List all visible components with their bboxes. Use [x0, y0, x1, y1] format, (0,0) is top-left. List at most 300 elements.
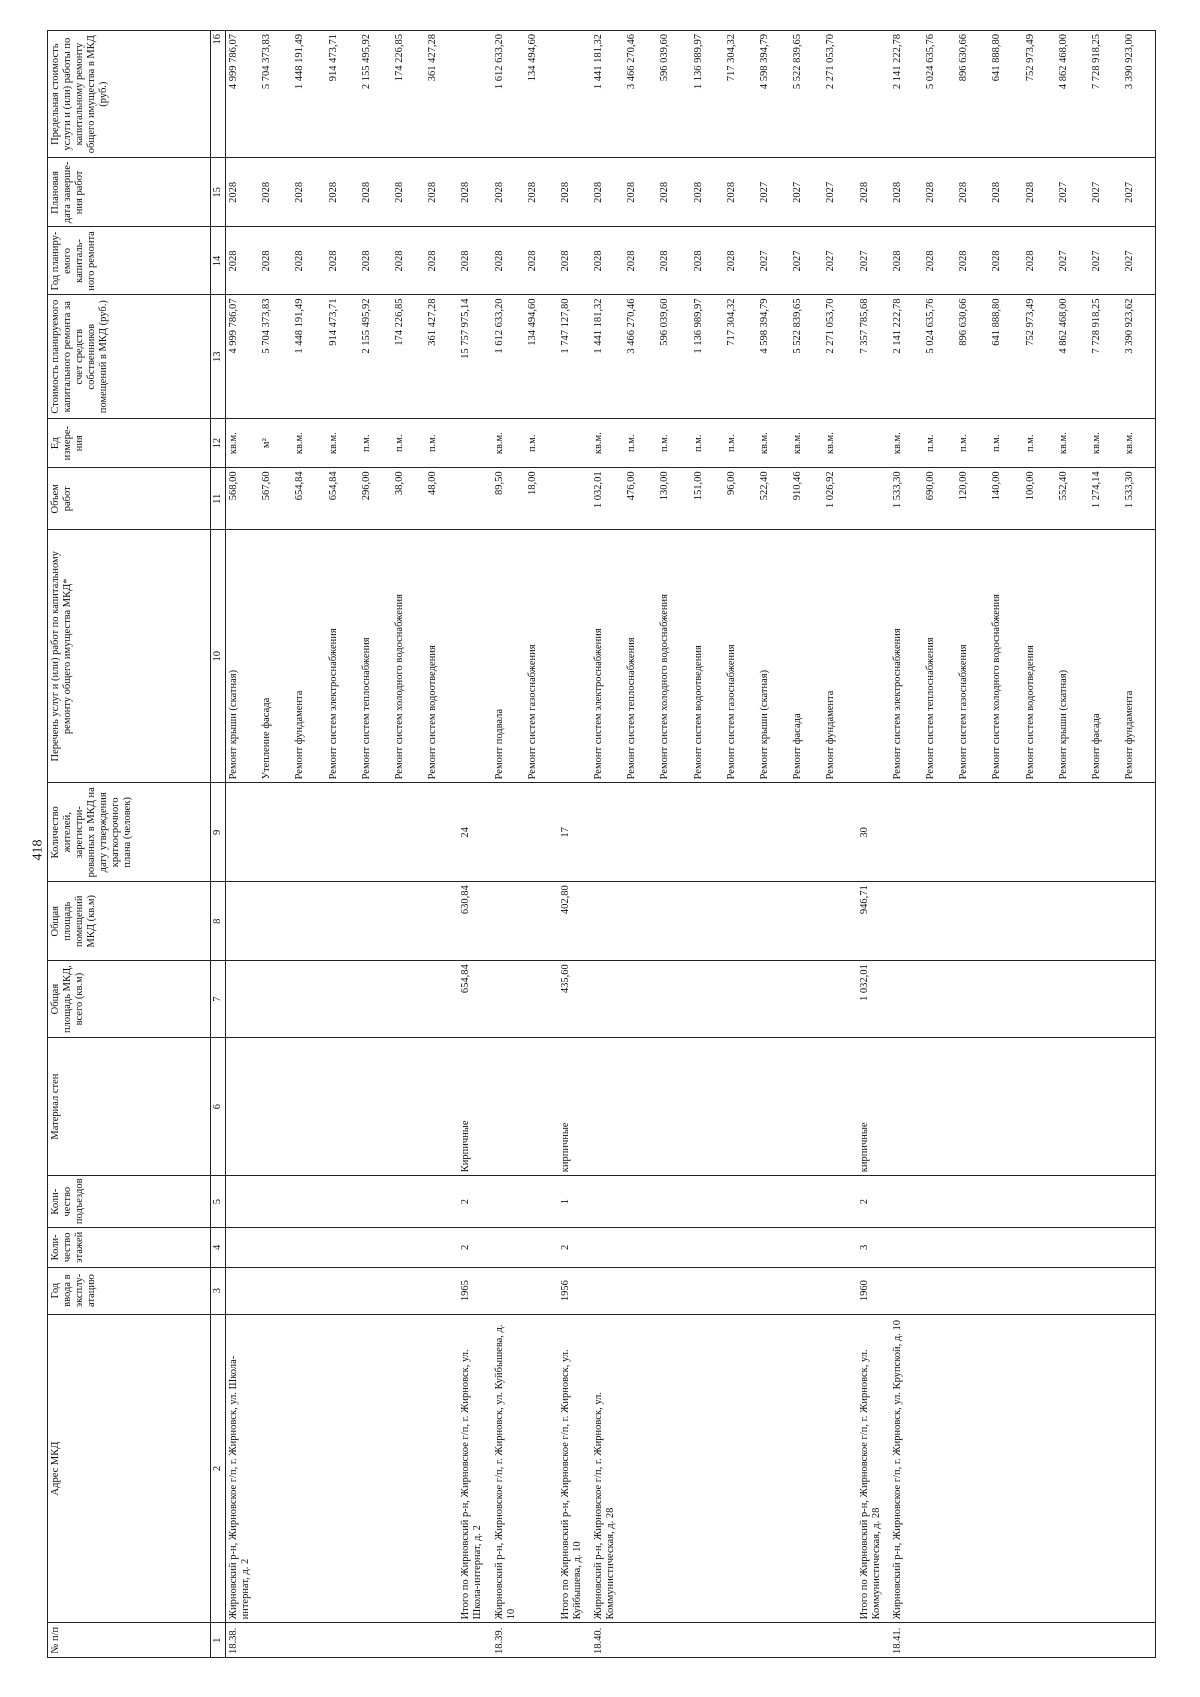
table-cell: 435,60 [558, 961, 591, 1038]
table-cell [1122, 1176, 1156, 1228]
table-cell [492, 961, 525, 1038]
table-cell: п.м. [392, 418, 425, 467]
table-cell: 2028 [525, 158, 558, 227]
table-cell: 2028 [326, 158, 359, 227]
table-cell [691, 1267, 724, 1314]
column-header: № п/п [48, 1623, 211, 1658]
table-cell [823, 783, 856, 882]
table-cell [292, 961, 325, 1038]
table-cell [1023, 783, 1056, 882]
table-cell [492, 1228, 525, 1268]
table-cell: п.м. [1023, 418, 1056, 467]
table-row [790, 31, 823, 1658]
table-cell [425, 1267, 458, 1314]
table-cell [724, 882, 757, 961]
table-cell [790, 1176, 823, 1228]
table-cell: Итого по Жирновский р-н, Жирновское г/п, г. Жирновск, ул. Куйбышева, д. 10 [558, 1314, 591, 1623]
table-cell [1122, 1037, 1156, 1175]
table-row [326, 31, 359, 1658]
table-cell: 2028 [657, 227, 690, 295]
table-cell [624, 1176, 657, 1228]
table-cell [923, 1623, 956, 1658]
table-cell: 7 357 785,68 [857, 295, 890, 419]
table-cell [1023, 1228, 1056, 1268]
table-cell: 2028 [425, 227, 458, 295]
table-cell: 752 973,49 [1023, 31, 1056, 158]
table-cell: Ремонт систем теплоснабжения [624, 530, 657, 783]
table-cell [326, 882, 359, 961]
table-cell [890, 1228, 923, 1268]
table-cell: 2 271 053,70 [823, 31, 856, 158]
table-cell [492, 882, 525, 961]
table-cell [624, 1623, 657, 1658]
table-cell [525, 1623, 558, 1658]
table-cell [326, 1314, 359, 1623]
table-cell [624, 1037, 657, 1175]
table-cell: Жирновский р-н, Жирновское г/п, г. Жирновск, ул. Крупской, д. 10 [890, 1314, 923, 1623]
table-cell [691, 882, 724, 961]
table-cell: Ремонт систем водоотведения [425, 530, 458, 783]
table-cell [624, 1267, 657, 1314]
table-cell: 1956 [558, 1267, 591, 1314]
table-cell [1023, 882, 1056, 961]
table-cell [591, 1176, 624, 1228]
table-cell [757, 1228, 790, 1268]
table-cell: 2027 [1056, 158, 1089, 227]
table-cell: 1 441 181,32 [591, 295, 624, 419]
table-cell [1122, 961, 1156, 1038]
table-cell: Ремонт систем газоснабжения [956, 530, 989, 783]
table-cell: 2028 [259, 227, 292, 295]
table-cell: 100,00 [1023, 468, 1056, 530]
table-cell: 1 [558, 1176, 591, 1228]
table-cell: 2027 [1089, 158, 1122, 227]
table-row [691, 31, 724, 1658]
table-cell: 5 704 373,83 [259, 295, 292, 419]
table-cell [923, 1314, 956, 1623]
table-cell: Ремонт систем холодного водоснабжения [657, 530, 690, 783]
table-cell: 3 390 923,00 [1122, 31, 1156, 158]
table-cell [657, 1037, 690, 1175]
table-cell [923, 1267, 956, 1314]
table-cell: 2 [857, 1176, 890, 1228]
table-cell [359, 961, 392, 1038]
table-cell: 1 448 191,49 [292, 295, 325, 419]
table-cell [558, 530, 591, 783]
table-cell [1122, 783, 1156, 882]
table-cell [923, 783, 956, 882]
table-cell: 3 466 270,46 [624, 31, 657, 158]
table-cell: 2028 [624, 227, 657, 295]
table-cell: 2 155 495,92 [359, 31, 392, 158]
table-cell: п.м. [724, 418, 757, 467]
table-cell [657, 882, 690, 961]
table-cell: 89,50 [492, 468, 525, 530]
table-cell [691, 1314, 724, 1623]
table-cell: 2028 [624, 158, 657, 227]
table-cell [525, 1037, 558, 1175]
table-cell [558, 418, 591, 467]
table-cell [492, 1176, 525, 1228]
table-cell [923, 961, 956, 1038]
table-cell: Ремонт фасада [790, 530, 823, 783]
table-row [624, 31, 657, 1658]
table-cell: 717 304,32 [724, 295, 757, 419]
table-cell: п.м. [624, 418, 657, 467]
table-cell: 5 704 373,83 [259, 31, 292, 158]
table-cell [359, 1623, 392, 1658]
table-cell [591, 882, 624, 961]
table-cell [790, 1623, 823, 1658]
table-cell: 4 862 468,00 [1056, 31, 1089, 158]
table-cell: 476,00 [624, 468, 657, 530]
table-cell: 2028 [458, 158, 491, 227]
table-cell [724, 1314, 757, 1623]
table-cell: Утепление фасада [259, 530, 292, 783]
table-cell: 2028 [1023, 158, 1056, 227]
table-cell: 2 [458, 1176, 491, 1228]
table-cell [1023, 961, 1056, 1038]
table-cell: 2 [558, 1228, 591, 1268]
table-cell [525, 783, 558, 882]
table-cell [857, 1623, 890, 1658]
table-cell: 2 141 222,78 [890, 295, 923, 419]
table-cell: 1 441 181,32 [591, 31, 624, 158]
table-row [492, 31, 525, 1658]
table-cell: 4 598 394,79 [757, 295, 790, 419]
table-cell: 2028 [923, 227, 956, 295]
table-cell [956, 1176, 989, 1228]
table-cell: кирпичные [558, 1037, 591, 1175]
table-cell: 4 598 394,79 [757, 31, 790, 158]
table-cell: 1 032,01 [591, 468, 624, 530]
table-cell [956, 783, 989, 882]
table-cell: Ремонт систем теплоснабжения [923, 530, 956, 783]
table-cell: 2028 [359, 158, 392, 227]
table-cell [989, 1314, 1022, 1623]
table-cell [757, 1267, 790, 1314]
table-cell: кв.м. [890, 418, 923, 467]
table-cell [956, 882, 989, 961]
table-cell: 1 533,30 [1122, 468, 1156, 530]
table-cell: 1 136 989,97 [691, 295, 724, 419]
column-number: 5 [211, 1176, 226, 1228]
table-cell: 296,00 [359, 468, 392, 530]
table-cell: 946,71 [857, 882, 890, 961]
column-number: 10 [211, 530, 226, 783]
table-cell: 48,00 [425, 468, 458, 530]
table-cell [492, 783, 525, 882]
table-cell: Ремонт систем электроснабжения [326, 530, 359, 783]
table-cell [624, 1228, 657, 1268]
table-cell: кв.м. [1122, 418, 1156, 467]
table-cell: 641 888,80 [989, 295, 1022, 419]
table-cell: 2028 [392, 158, 425, 227]
table-cell [890, 961, 923, 1038]
table-cell [392, 961, 425, 1038]
column-number: 12 [211, 418, 226, 467]
table-cell [956, 1037, 989, 1175]
table-cell: 2028 [989, 158, 1022, 227]
table-cell: 522,40 [757, 468, 790, 530]
table-cell [525, 1228, 558, 1268]
table-cell: 2027 [757, 158, 790, 227]
table-cell [1023, 1314, 1056, 1623]
table-cell [226, 1037, 260, 1175]
table-cell: 24 [458, 783, 491, 882]
table-cell [989, 783, 1022, 882]
table-cell [757, 1037, 790, 1175]
table-cell [326, 783, 359, 882]
table-cell [823, 882, 856, 961]
table-cell: 15 757 975,14 [458, 295, 491, 419]
table-cell: 2027 [757, 227, 790, 295]
table-cell: 1 026,92 [823, 468, 856, 530]
column-number: 15 [211, 158, 226, 227]
table-cell [989, 1176, 1022, 1228]
table-cell: 2028 [492, 227, 525, 295]
table-cell [1122, 1623, 1156, 1658]
table-cell [790, 1228, 823, 1268]
table-cell [724, 1267, 757, 1314]
table-cell [1089, 882, 1122, 961]
table-cell [823, 1314, 856, 1623]
column-header: Количество жителей, зарегистри-рованных в МКД на дату утверждения краткосрочного плана (человек) [48, 783, 211, 882]
table-row [1056, 31, 1089, 1658]
table-cell: Жирновский р-н, Жирновское г/п, г. Жирновск, ул. Школа-интернат, д. 2 [226, 1314, 260, 1623]
column-number: 4 [211, 1228, 226, 1268]
table-cell [757, 1314, 790, 1623]
table-cell: 140,00 [989, 468, 1022, 530]
table-cell [956, 961, 989, 1038]
table-cell: 2027 [1056, 227, 1089, 295]
table-cell: 752 973,49 [1023, 295, 1056, 419]
table-cell: 654,84 [458, 961, 491, 1038]
table-cell [292, 1176, 325, 1228]
table-cell [691, 1623, 724, 1658]
table-cell [657, 1623, 690, 1658]
table-cell [989, 961, 1022, 1038]
table-cell [724, 1228, 757, 1268]
table-cell [525, 1267, 558, 1314]
table-cell: 18.41. [890, 1623, 923, 1658]
table-cell [724, 1176, 757, 1228]
column-number: 13 [211, 295, 226, 419]
table-cell: 2028 [226, 227, 260, 295]
table-cell: 2028 [956, 158, 989, 227]
table-cell: 2028 [657, 158, 690, 227]
table-row [923, 31, 956, 1658]
table-cell [624, 882, 657, 961]
table-cell [989, 1037, 1022, 1175]
table-cell: 4 999 786,07 [226, 31, 260, 158]
column-header: Адрес МКД [48, 1314, 211, 1623]
table-cell: 2028 [890, 227, 923, 295]
table-cell [923, 1037, 956, 1175]
table-cell: 1 612 633,20 [492, 31, 525, 158]
table-cell [292, 1267, 325, 1314]
table-cell: 690,00 [923, 468, 956, 530]
table-cell [558, 1623, 591, 1658]
table-cell: 96,00 [724, 468, 757, 530]
table-cell: кв.м. [790, 418, 823, 467]
table-cell: 596 039,60 [657, 31, 690, 158]
table-cell [425, 961, 458, 1038]
table-cell [1122, 882, 1156, 961]
table-cell [657, 1267, 690, 1314]
table-row [857, 31, 890, 1658]
column-header: Коли-чество подъездов [48, 1176, 211, 1228]
table-cell [425, 1037, 458, 1175]
table-cell [558, 31, 591, 158]
table-cell: 2028 [458, 227, 491, 295]
table-cell: 1 533,30 [890, 468, 923, 530]
table-cell: 38,00 [392, 468, 425, 530]
table-cell: 2028 [923, 158, 956, 227]
table-cell: 914 473,71 [326, 295, 359, 419]
table-cell [425, 1176, 458, 1228]
table-cell: Кирпичные [458, 1037, 491, 1175]
table-cell [292, 882, 325, 961]
table-cell: кв.м. [492, 418, 525, 467]
table-cell: м² [259, 418, 292, 467]
table-cell: 1 747 127,80 [558, 295, 591, 419]
table-cell: кв.м. [1056, 418, 1089, 467]
table-cell: 7 728 918,25 [1089, 31, 1122, 158]
table-cell: 2028 [1023, 227, 1056, 295]
column-header: Стоимость планируемого капитального ремонта за счет средств собственников помещений в МКД (руб.) [48, 295, 211, 419]
table-cell: кирпичные [857, 1037, 890, 1175]
table-cell: Ремонт крыши (скатная) [757, 530, 790, 783]
table-cell [259, 1623, 292, 1658]
table-cell [458, 418, 491, 467]
table-cell: 2027 [1089, 227, 1122, 295]
column-header: Предельная стоимость услуги и (или) работы по капитальному ремонту общего имущества в МКД (руб.) [48, 31, 211, 158]
table-cell: 2028 [857, 158, 890, 227]
table-cell [1056, 1267, 1089, 1314]
table-cell [823, 1037, 856, 1175]
table-cell [1023, 1623, 1056, 1658]
table-cell: 2027 [790, 158, 823, 227]
table-cell: 4 999 786,07 [226, 295, 260, 419]
table-row [1122, 31, 1156, 1658]
table-cell [956, 1267, 989, 1314]
table-cell [359, 1176, 392, 1228]
table-cell [757, 1176, 790, 1228]
table-row [425, 31, 458, 1658]
table-cell: 2 141 222,78 [890, 31, 923, 158]
table-cell [757, 1623, 790, 1658]
table-cell: 1 448 191,49 [292, 31, 325, 158]
table-cell: 120,00 [956, 468, 989, 530]
table-cell [956, 1623, 989, 1658]
table-cell: 5 522 839,65 [790, 295, 823, 419]
table-cell [923, 1228, 956, 1268]
table-cell: 2028 [591, 158, 624, 227]
table-cell [857, 31, 890, 158]
table-cell: 1 612 633,20 [492, 295, 525, 419]
table-cell [359, 882, 392, 961]
table-cell [1089, 1037, 1122, 1175]
table-cell: 174 226,85 [392, 295, 425, 419]
table-cell [359, 1267, 392, 1314]
table-cell: Ремонт фундамента [292, 530, 325, 783]
table-cell [1056, 1228, 1089, 1268]
table-row [226, 31, 260, 1658]
table-cell: 567,60 [259, 468, 292, 530]
table-cell: Ремонт систем водоотведения [1023, 530, 1056, 783]
table-cell: п.м. [525, 418, 558, 467]
table-cell: 151,00 [691, 468, 724, 530]
table-row [392, 31, 425, 1658]
table-row [989, 31, 1022, 1658]
table-cell [691, 1176, 724, 1228]
table-cell: Жирновский р-н, Жирновское г/п, г. Жирновск, ул. Куйбышева, д. 10 [492, 1314, 525, 1623]
table-cell [724, 1037, 757, 1175]
table-cell: Ремонт систем водоотведения [691, 530, 724, 783]
table-cell [226, 783, 260, 882]
table-cell [890, 1267, 923, 1314]
table-cell: 2028 [525, 227, 558, 295]
table-cell [525, 961, 558, 1038]
table-row [259, 31, 292, 1658]
table-cell: 2 271 053,70 [823, 295, 856, 419]
table-cell [226, 1228, 260, 1268]
table-cell: 2027 [823, 227, 856, 295]
table-cell: 1 274,14 [1089, 468, 1122, 530]
table-cell: 568,00 [226, 468, 260, 530]
table-cell [657, 1314, 690, 1623]
table-cell: Ремонт крыши (скатная) [1056, 530, 1089, 783]
table-cell: Ремонт систем холодного водоснабжения [989, 530, 1022, 783]
table-cell: 896 630,66 [956, 295, 989, 419]
table-cell [1089, 1176, 1122, 1228]
table-cell [292, 1314, 325, 1623]
table-cell: Ремонт систем теплоснабжения [359, 530, 392, 783]
table-cell [425, 882, 458, 961]
table-row [657, 31, 690, 1658]
table-cell [857, 418, 890, 467]
table-cell [989, 1267, 1022, 1314]
column-number: 14 [211, 227, 226, 295]
table-cell [226, 1267, 260, 1314]
table-cell: 402,80 [558, 882, 591, 961]
table-cell: 2028 [558, 158, 591, 227]
table-cell [591, 1267, 624, 1314]
table-cell: 717 304,32 [724, 31, 757, 158]
table-cell [1056, 1314, 1089, 1623]
table-cell: кв.м. [823, 418, 856, 467]
table-cell [259, 1314, 292, 1623]
table-cell [823, 1267, 856, 1314]
table-cell [691, 1037, 724, 1175]
table-cell [1023, 1176, 1056, 1228]
table-cell: 2027 [790, 227, 823, 295]
table-cell [525, 882, 558, 961]
table-row [1089, 31, 1122, 1658]
table-cell: 2027 [1122, 227, 1156, 295]
table-cell [359, 1228, 392, 1268]
table-cell [591, 1228, 624, 1268]
table-cell [857, 468, 890, 530]
table-cell: 2028 [989, 227, 1022, 295]
table-cell [359, 1314, 392, 1623]
table-cell [890, 1176, 923, 1228]
table-cell [1089, 1267, 1122, 1314]
table-cell [724, 1623, 757, 1658]
table-cell [657, 961, 690, 1038]
table-cell: 2028 [591, 227, 624, 295]
